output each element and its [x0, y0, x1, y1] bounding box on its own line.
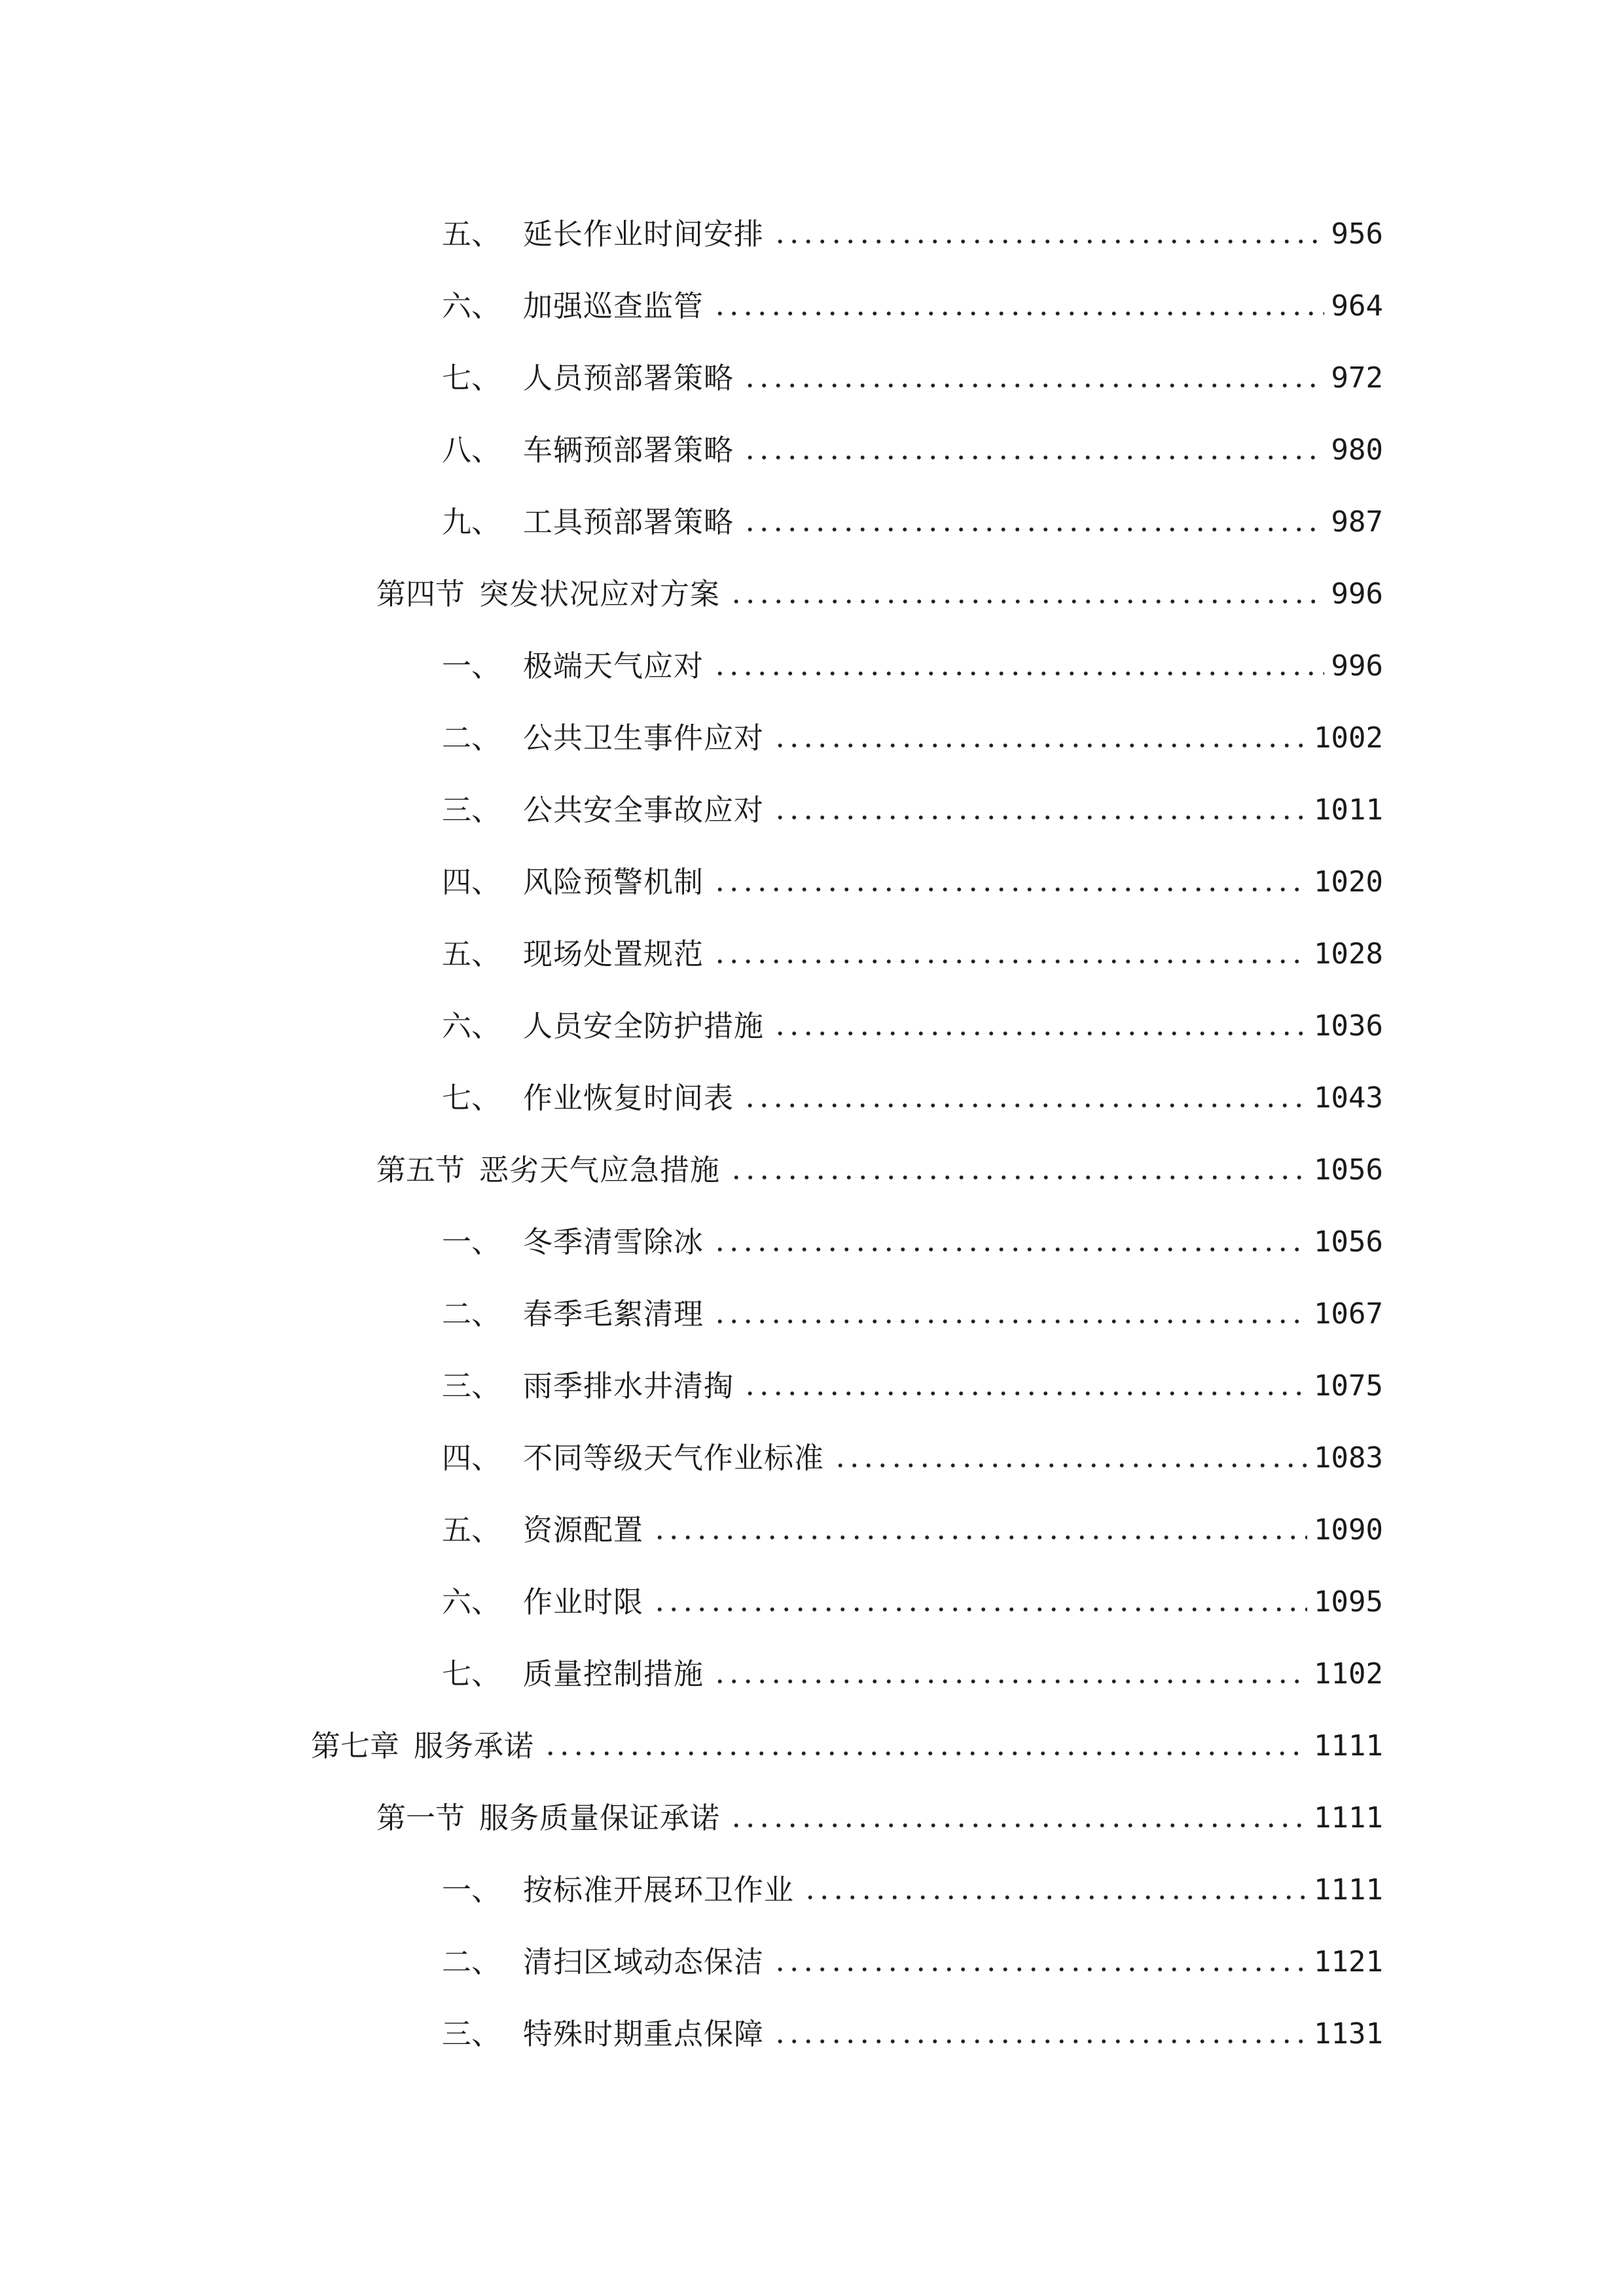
toc-entry-number: 九、 [442, 505, 501, 539]
toc-entry[interactable] [442, 412, 1383, 465]
toc-entry-title: 恶劣天气应急措施 [479, 1153, 721, 1187]
toc-entry-number: 四、 [442, 865, 501, 899]
toc-section-entry[interactable] [376, 556, 1383, 609]
toc-entry-number: 第一节 [376, 1801, 465, 1835]
dot-leader [773, 814, 1307, 821]
toc-entry-number: 六、 [442, 1009, 501, 1043]
dot-leader [653, 1534, 1307, 1541]
toc-entry[interactable] [442, 700, 1383, 753]
toc-entry-number: 三、 [442, 2017, 501, 2051]
toc-entry[interactable] [442, 628, 1383, 681]
dot-leader [713, 886, 1307, 893]
toc-entry-number: 七、 [442, 361, 501, 395]
toc-entry-number: 一、 [442, 1225, 501, 1259]
toc-section-entry[interactable] [376, 1132, 1383, 1185]
dot-leader [729, 1822, 1307, 1829]
toc-entry-title: 质量控制措施 [523, 1657, 704, 1691]
toc-entry[interactable] [442, 1564, 1383, 1617]
toc-entry-page: 1111 [1314, 1873, 1383, 1907]
dot-leader [713, 958, 1307, 965]
toc-entry[interactable] [442, 988, 1383, 1041]
toc-entry-number: 六、 [442, 289, 501, 323]
toc-entry-page: 1056 [1314, 1225, 1383, 1259]
toc-entry-title: 资源配置 [523, 1513, 644, 1547]
toc-entry-page: 1020 [1314, 865, 1383, 899]
toc-entry-page: 996 [1331, 577, 1383, 611]
toc-entry-title: 车辆预部署策略 [523, 433, 734, 467]
toc-entry-title: 现场处置规范 [523, 937, 704, 971]
dot-leader [729, 598, 1324, 605]
toc-entry-number: 七、 [442, 1657, 501, 1691]
toc-entry-page: 1095 [1314, 1585, 1383, 1619]
toc-entry[interactable] [442, 1420, 1383, 1473]
toc-entry-page: 987 [1331, 505, 1383, 539]
toc-entry-title: 雨季排水井清掏 [523, 1369, 734, 1403]
toc-entry-title: 服务质量保证承诺 [479, 1801, 721, 1835]
dot-leader [713, 1246, 1307, 1253]
toc-entry-page: 1131 [1314, 2017, 1383, 2051]
dot-leader [773, 1030, 1307, 1037]
toc-entry-number: 二、 [442, 1945, 501, 1979]
toc-entry-page: 1111 [1314, 1801, 1383, 1835]
dot-leader [713, 1678, 1307, 1685]
toc-entry-title: 冬季清雪除冰 [523, 1225, 704, 1259]
toc-entry-page: 1075 [1314, 1369, 1383, 1403]
toc-entry-page: 1002 [1314, 721, 1383, 755]
toc-entry[interactable] [442, 1852, 1383, 1905]
toc-entry-page: 1111 [1314, 1729, 1383, 1763]
toc-entry-number: 第四节 [376, 577, 465, 611]
dot-leader [743, 526, 1324, 533]
toc-entry[interactable] [442, 1204, 1383, 1257]
toc-entry[interactable] [442, 1348, 1383, 1401]
toc-entry-number: 二、 [442, 721, 501, 755]
toc-entry-number: 五、 [442, 937, 501, 971]
toc-entry-title: 人员预部署策略 [523, 361, 734, 395]
toc-entry-page: 964 [1331, 289, 1383, 323]
toc-entry-number: 五、 [442, 1513, 501, 1547]
toc-entry-title: 作业恢复时间表 [523, 1081, 734, 1115]
toc-entry[interactable] [442, 1924, 1383, 1977]
toc-entry-title: 人员安全防护措施 [523, 1009, 765, 1043]
dot-leader [833, 1462, 1307, 1469]
toc-entry[interactable] [442, 1996, 1383, 2049]
toc-entry-page: 972 [1331, 361, 1383, 395]
dot-leader [543, 1750, 1307, 1757]
toc-entry-page: 1090 [1314, 1513, 1383, 1547]
toc-entry[interactable] [442, 844, 1383, 897]
dot-leader [743, 1102, 1307, 1109]
toc-entry-number: 四、 [442, 1441, 501, 1475]
dot-leader [773, 1966, 1307, 1973]
toc-entry-number: 五、 [442, 217, 501, 251]
toc-entry[interactable] [442, 1636, 1383, 1689]
dot-leader [773, 238, 1324, 245]
toc-entry[interactable] [442, 772, 1383, 825]
toc-entry[interactable] [442, 1276, 1383, 1329]
toc-entry-title: 服务承诺 [414, 1729, 535, 1763]
toc-entry-page: 1011 [1314, 793, 1383, 827]
dot-leader [773, 742, 1307, 749]
toc-entry-page: 1067 [1314, 1297, 1383, 1331]
dot-leader [743, 382, 1324, 389]
toc-entry-title: 突发状况应对方案 [479, 577, 721, 611]
toc-entry-title: 清扫区域动态保洁 [523, 1945, 765, 1979]
dot-leader [773, 2038, 1307, 2045]
toc-entry-number: 八、 [442, 433, 501, 467]
dot-leader [729, 1174, 1307, 1181]
toc-entry-page: 1056 [1314, 1153, 1383, 1187]
toc-entry[interactable] [442, 1492, 1383, 1545]
toc-entry-title: 按标准开展环卫作业 [523, 1873, 795, 1907]
toc-entry-title: 作业时限 [523, 1585, 644, 1619]
toc-chapter-entry[interactable] [311, 1708, 1383, 1761]
toc-entry-number: 一、 [442, 649, 501, 683]
dot-leader [713, 1318, 1307, 1325]
toc-entry-title: 风险预警机制 [523, 865, 704, 899]
toc-section-entry[interactable] [376, 1780, 1383, 1833]
dot-leader [713, 310, 1324, 317]
toc-entry[interactable] [442, 484, 1383, 537]
toc-entry-title: 不同等级天气作业标准 [523, 1441, 825, 1475]
toc-entry[interactable] [442, 1060, 1383, 1113]
toc-entry-title: 极端天气应对 [523, 649, 704, 683]
toc-entry-page: 1102 [1314, 1657, 1383, 1691]
toc-entry-title: 特殊时期重点保障 [523, 2017, 765, 2051]
toc-entry[interactable] [442, 916, 1383, 969]
dot-leader [653, 1606, 1307, 1613]
toc-entry-number: 二、 [442, 1297, 501, 1331]
toc-entry[interactable] [442, 340, 1383, 393]
toc-entry-title: 公共安全事故应对 [523, 793, 765, 827]
toc-entry-page: 1036 [1314, 1009, 1383, 1043]
toc-entry-title: 加强巡查监管 [523, 289, 704, 323]
toc-entry-number: 第五节 [376, 1153, 465, 1187]
dot-leader [803, 1894, 1307, 1901]
toc-entry-number: 七、 [442, 1081, 501, 1115]
toc-entry-title: 公共卫生事件应对 [523, 721, 765, 755]
toc-entry-page: 1083 [1314, 1441, 1383, 1475]
toc-entry-page: 956 [1331, 217, 1383, 251]
toc-entry[interactable] [442, 196, 1383, 249]
toc-entry-title: 春季毛絮清理 [523, 1297, 704, 1331]
dot-leader [743, 454, 1324, 461]
toc-entry-page: 980 [1331, 433, 1383, 467]
toc-entry-number: 第七章 [311, 1729, 400, 1763]
toc-entry[interactable] [442, 268, 1383, 321]
toc-entry-number: 六、 [442, 1585, 501, 1619]
toc-entry-page: 1028 [1314, 937, 1383, 971]
toc-entry-title: 延长作业时间安排 [523, 217, 765, 251]
dot-leader [713, 670, 1324, 677]
toc-entry-page: 1043 [1314, 1081, 1383, 1115]
toc-entry-number: 一、 [442, 1873, 501, 1907]
toc-entry-title: 工具预部署策略 [523, 505, 734, 539]
dot-leader [743, 1390, 1307, 1397]
toc-entry-number: 三、 [442, 793, 501, 827]
toc-entry-page: 996 [1331, 649, 1383, 683]
toc-entry-page: 1121 [1314, 1945, 1383, 1979]
toc-entry-number: 三、 [442, 1369, 501, 1403]
